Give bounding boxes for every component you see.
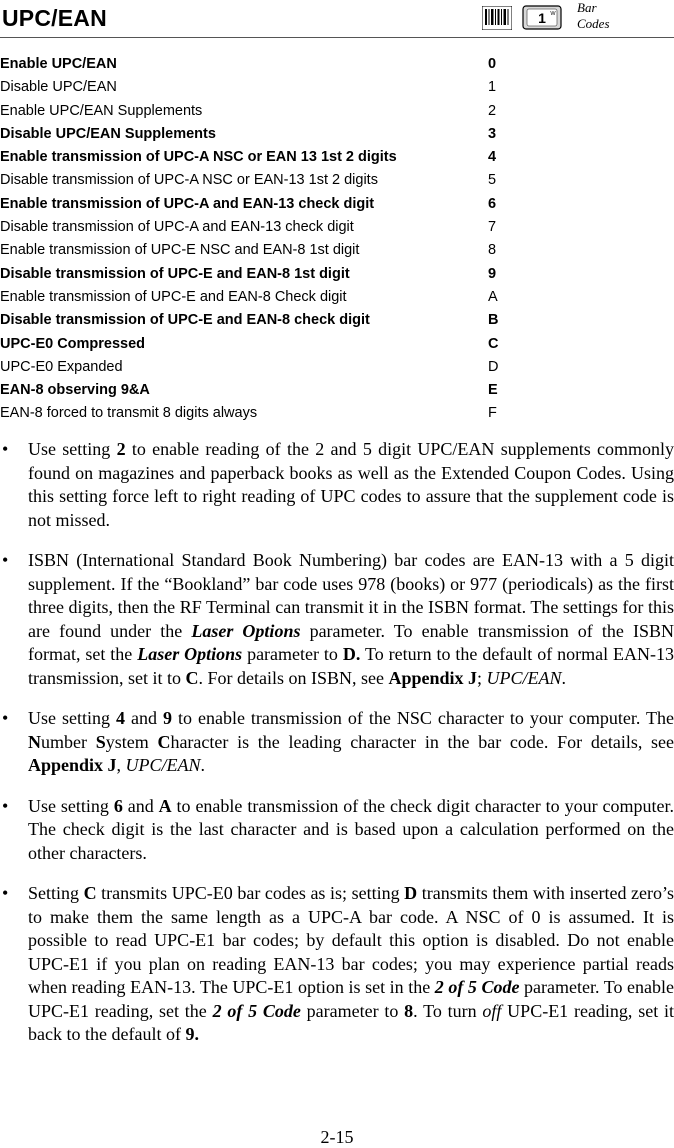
badge-line-1: Bar: [577, 0, 597, 15]
setting-code: E: [488, 382, 498, 399]
note-text: 9.: [185, 1024, 199, 1044]
note-text: parameter to: [300, 1000, 405, 1021]
setting-code: 5: [488, 172, 497, 189]
bullet-icon: •: [2, 439, 9, 459]
setting-label: Enable UPC/EAN Supplements: [0, 102, 203, 119]
note-text: .: [200, 755, 206, 775]
settings-row: [0, 405, 674, 428]
settings-row: [0, 149, 674, 172]
setting-label: Disable transmission of UPC-E and EAN-8 check digit: [0, 312, 370, 329]
settings-row: [0, 266, 674, 289]
section-badge: [577, 0, 610, 32]
bullet-icon: •: [2, 550, 9, 570]
keycap-label: 1: [538, 10, 546, 26]
setting-label: UPC-E0 Expanded: [0, 358, 123, 375]
setting-label: Disable UPC/EAN: [0, 79, 117, 96]
note-text: UPC/EAN: [486, 667, 562, 688]
settings-row: [0, 382, 674, 405]
setting-code: 4: [488, 149, 497, 166]
setting-code: C: [488, 335, 499, 352]
note-text: to enable transmission of the check digit character to your computer. The check digit is the last character and is based upon a calculation performed on the other characters.: [28, 795, 674, 863]
note-text: and: [122, 795, 159, 816]
setting-label: Enable transmission of UPC-A and EAN-13 check digit: [0, 195, 375, 212]
note-text: Laser Options: [137, 644, 243, 664]
setting-label: Enable transmission of UPC-E and EAN-8 Check digit: [0, 288, 347, 305]
note-text: Use setting: [28, 795, 114, 816]
note-text: 8: [404, 1000, 414, 1021]
note-text: transmits them with inserted zero’s to make them the same length as a UPC-A bar code. A NSC of 0 is assumed. It is possible to read UPC-E1 bar codes; by default this option is disabled. Do not enable UPC-E1 if you plan on reading EAN-13 bar codes; you may experience partial reads when reading EAN-13. The UPC-E1 option is set in the: [28, 883, 674, 997]
setting-label: Enable transmission of UPC-E NSC and EAN-8 1st digit: [0, 242, 360, 259]
page-number: 2-15: [320, 1127, 354, 1147]
note-text: haracter is the leading character in the bar code. For details, see: [170, 731, 674, 752]
note-text: D: [404, 883, 418, 903]
note-text: and: [124, 708, 163, 728]
note-text: Use setting: [28, 439, 117, 459]
bullet-icon: •: [2, 883, 9, 903]
note-paragraph: [0, 438, 674, 532]
setting-code: 8: [488, 242, 497, 259]
setting-label: Disable UPC/EAN Supplements: [0, 125, 216, 142]
note-paragraph: [0, 795, 674, 866]
note-text: S: [95, 731, 106, 752]
settings-row: [0, 219, 674, 242]
note-text: umber: [41, 731, 96, 752]
note-text: Setting: [28, 883, 84, 903]
note-text: 2 of 5 Code: [212, 1000, 301, 1021]
note-paragraph: [0, 882, 674, 1047]
setting-code: 1: [488, 79, 497, 96]
note-text: parameter. To enable UPC-E1 reading, set the: [28, 977, 674, 1021]
note-text: C: [185, 667, 199, 688]
setting-code: B: [488, 312, 499, 329]
note-text: parameter. To enable transmission of the ISBN format, set the: [28, 620, 674, 664]
note-text: UPC-E1 reading, set it back to the default of: [28, 1000, 674, 1044]
note-text: UPC/EAN: [125, 755, 201, 775]
setting-label: Disable transmission of UPC-E and EAN-8 1st digit: [0, 265, 350, 282]
note-text: Appendix J: [388, 667, 478, 688]
note-text: transmits UPC-E0 bar codes as is; setting: [96, 883, 405, 903]
settings-row: [0, 196, 674, 219]
note-text: parameter to: [242, 644, 343, 664]
setting-label: Disable transmission of UPC-A and EAN-13 check digit: [0, 219, 354, 236]
note-text: ISBN (International Standard Book Numbering) bar codes are EAN-13 with a 5 digit supplement. If the “Bookland” bar code uses 978 (books) or 977 (periodicals) as the first three digits, then the RF Terminal can transmit it in the ISBN format. The settings for this are found under the: [28, 550, 674, 641]
settings-row: [0, 242, 674, 265]
header-rule: [0, 37, 674, 38]
settings-row: [0, 336, 674, 359]
note-paragraph: [0, 707, 674, 778]
setting-code: 2: [488, 102, 497, 119]
badge-line-2: Codes: [577, 16, 610, 31]
settings-row: [0, 172, 674, 195]
settings-row: [0, 289, 674, 312]
setting-label: Enable transmission of UPC-A NSC or EAN 13 1st 2 digits: [0, 149, 397, 166]
note-text: .: [561, 667, 567, 688]
setting-code: D: [488, 358, 499, 375]
note-text: ;: [477, 667, 487, 688]
notes-list: [0, 438, 674, 1064]
setting-code: F: [488, 405, 497, 422]
setting-label: EAN-8 forced to transmit 8 digits always: [0, 405, 258, 422]
setting-code: A: [488, 288, 498, 305]
note-text: To return to the default of normal EAN-13 transmission, set it to: [28, 644, 674, 688]
keycap-corner-label: W: [550, 11, 556, 17]
note-text: to enable transmission of the NSC character to your computer. The: [171, 708, 674, 728]
note-text: . To turn: [413, 1000, 483, 1021]
setting-code: 7: [488, 219, 497, 236]
note-text: C: [157, 731, 171, 752]
setting-label: EAN-8 observing 9&A: [0, 382, 150, 399]
note-text: ystem: [105, 731, 158, 752]
settings-row: [0, 126, 674, 149]
setting-code: 0: [488, 56, 497, 72]
note-text: to enable reading of the 2 and 5 digit UPC/EAN supplements commonly found on magazines and paperback books as well as the Extended Coupon Codes. Using this setting force left to right reading of UPC codes to assure that the supplement code is not missed.: [28, 439, 674, 530]
settings-table: [0, 56, 674, 429]
bullet-icon: •: [2, 795, 9, 816]
page-header: [0, 0, 674, 38]
note-text: 2: [116, 439, 126, 459]
settings-row: [0, 103, 674, 126]
note-paragraph: [0, 549, 674, 690]
note-text: Appendix J: [28, 755, 117, 775]
setting-label: Enable UPC/EAN: [0, 56, 117, 72]
barcode-icon: [482, 6, 512, 30]
setting-code: 3: [488, 125, 497, 142]
note-text: ,: [116, 755, 126, 775]
keycap-icon: [522, 5, 562, 30]
page-title: UPC/EAN: [2, 5, 107, 31]
note-text: 4: [115, 708, 125, 728]
settings-row: [0, 79, 674, 102]
settings-row: [0, 312, 674, 335]
bullet-icon: •: [2, 708, 9, 728]
setting-label: Disable transmission of UPC-A NSC or EAN-13 1st 2 digits: [0, 172, 378, 189]
note-text: A: [158, 795, 172, 816]
note-text: N: [28, 731, 41, 752]
note-text: D.: [342, 644, 361, 664]
note-text: C: [83, 883, 97, 903]
setting-code: 6: [488, 195, 497, 212]
setting-label: UPC-E0 Compressed: [0, 335, 146, 352]
setting-code: 9: [488, 265, 497, 282]
note-text: Laser Options: [191, 620, 301, 641]
note-text: 6: [113, 795, 123, 816]
note-text: 2 of 5 Code: [434, 977, 520, 997]
note-text: off: [482, 1000, 502, 1021]
note-text: Use setting: [28, 708, 116, 728]
note-text: . For details on ISBN, see: [198, 667, 389, 688]
note-text: 9: [162, 708, 172, 728]
settings-row: [0, 359, 674, 382]
settings-row: [0, 56, 674, 79]
